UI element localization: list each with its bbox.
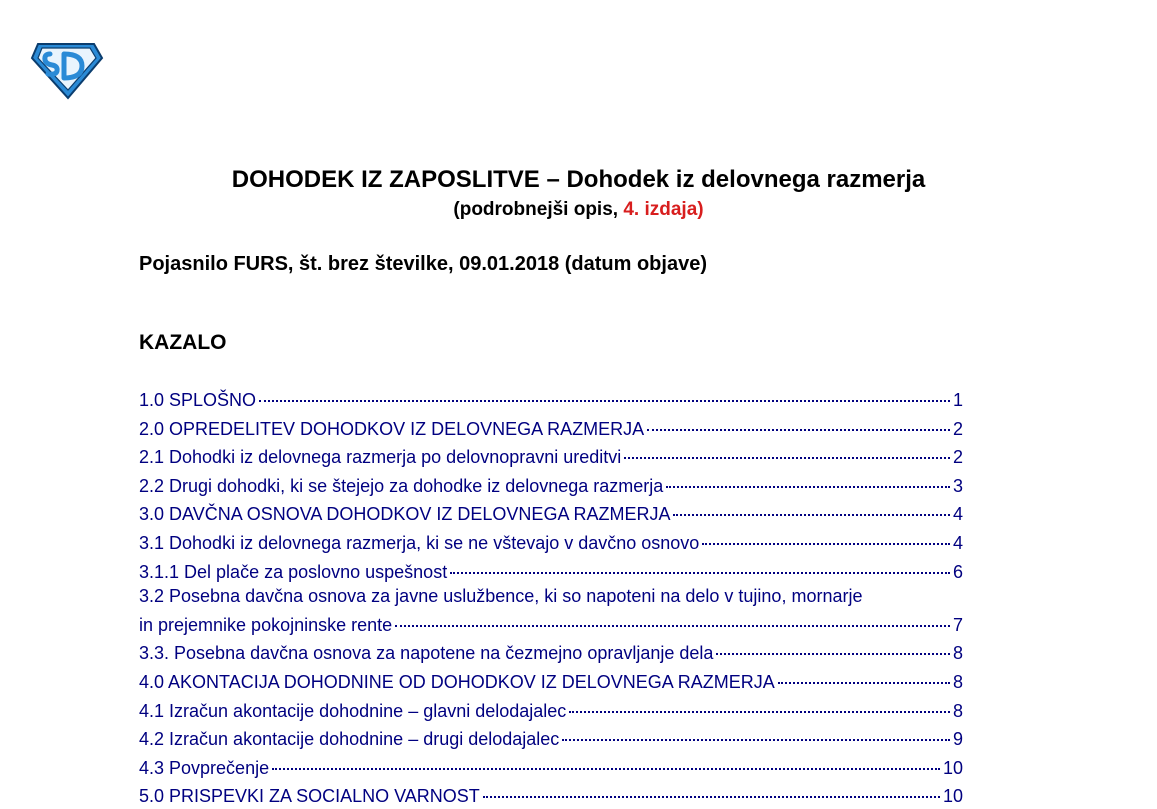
- toc-item-page: 2: [952, 418, 963, 439]
- toc-leader: [562, 719, 950, 741]
- toc-item-text: 4.3 Povprečenje: [139, 757, 270, 778]
- toc-item-page: 10: [942, 757, 963, 778]
- toc-leader: [666, 466, 950, 488]
- toc-item-page: 3: [952, 475, 963, 496]
- toc-item-text: 1.0 SPLOŠNO: [139, 390, 257, 410]
- toc-item-text: 4.2 Izračun akontacije dohodnine – drugi delodajalec: [139, 729, 560, 750]
- toc-item-page: 4: [952, 532, 963, 553]
- toc-item-page: 2: [952, 447, 963, 468]
- toc-item-text: 5.0 PRISPEVKI ZA SOCIALNO VARNOST: [139, 786, 480, 807]
- toc-item-text: 2.2 Drugi dohodki, ki se štejejo za dohodke iz delovnega razmerja: [139, 475, 664, 496]
- toc-item-page: 8: [952, 671, 963, 692]
- edition-label: 4. izdaja): [623, 199, 704, 220]
- toc-item-page: 8: [952, 643, 963, 664]
- toc-item-wrapped[interactable]: [139, 584, 999, 637]
- toc-item-page: 10: [942, 786, 963, 807]
- toc-item-page: 6: [952, 561, 963, 582]
- toc-item-page: 7: [952, 614, 963, 635]
- toc-item-page: 1: [952, 390, 963, 410]
- document-subtitle: [0, 199, 1157, 221]
- logo: [30, 40, 104, 100]
- toc-item-text: 3.1.1 Del plače za poslovno uspešnost: [139, 561, 448, 582]
- toc-item-page: 9: [952, 729, 963, 750]
- toc-item-text: 4.1 Izračun akontacije dohodnine – glavni delodajalec: [139, 700, 567, 721]
- toc-leader: [647, 409, 950, 431]
- reference-line: Pojasnilo FURS, št. brez številke, 09.01.2018 (datum objave): [139, 253, 707, 275]
- toc-item[interactable]: [139, 780, 963, 809]
- toc-leader: [450, 552, 950, 574]
- toc-leader: [259, 380, 950, 402]
- toc-leader: [569, 691, 950, 713]
- toc-item-page: 4: [952, 504, 963, 525]
- toc-leader: [272, 748, 940, 770]
- toc-item-page: 8: [952, 700, 963, 721]
- toc-leader: [702, 523, 950, 545]
- toc-item-text: 3.3. Posebna davčna osnova za napotene na čezmejno opravljanje dela: [139, 643, 714, 664]
- toc-item-text: 4.0 AKONTACIJA DOHODNINE OD DOHODKOV IZ DELOVNEGA RAZMERJA: [139, 671, 775, 692]
- toc-item-text-line1: 3.2 Posebna davčna osnova za javne uslužbence, ki so napoteni na delo v tujino, mornarje: [139, 586, 863, 607]
- toc-item-text: 2.0 OPREDELITEV DOHODKOV IZ DELOVNEGA RAZMERJA: [139, 418, 645, 439]
- logo-icon: [30, 40, 104, 100]
- toc-item[interactable]: [139, 556, 963, 585]
- toc-leader: [778, 662, 950, 684]
- toc-heading: KAZALO: [139, 331, 227, 354]
- toc-item-text-line2: in prejemnike pokojninske rente: [139, 614, 393, 635]
- toc-leader: [395, 605, 950, 627]
- subtitle-prefix: (podrobnejši opis,: [453, 199, 624, 220]
- toc-item-text: 3.1 Dohodki iz delovnega razmerja, ki se ne vštevajo v davčno osnovo: [139, 532, 700, 553]
- toc-item-text: 3.0 DAVČNA OSNOVA DOHODKOV IZ DELOVNEGA RAZMERJA: [139, 504, 671, 525]
- document-title: DOHODEK IZ ZAPOSLITVE – Dohodek iz delovnega razmerja: [231, 166, 926, 193]
- toc-item-text: 2.1 Dohodki iz delovnega razmerja po delovnopravni ureditvi: [139, 447, 622, 468]
- toc-leader: [483, 776, 940, 798]
- toc-leader: [716, 633, 950, 655]
- toc-leader: [624, 437, 950, 459]
- toc-leader: [673, 494, 950, 516]
- table-of-contents: [139, 384, 999, 809]
